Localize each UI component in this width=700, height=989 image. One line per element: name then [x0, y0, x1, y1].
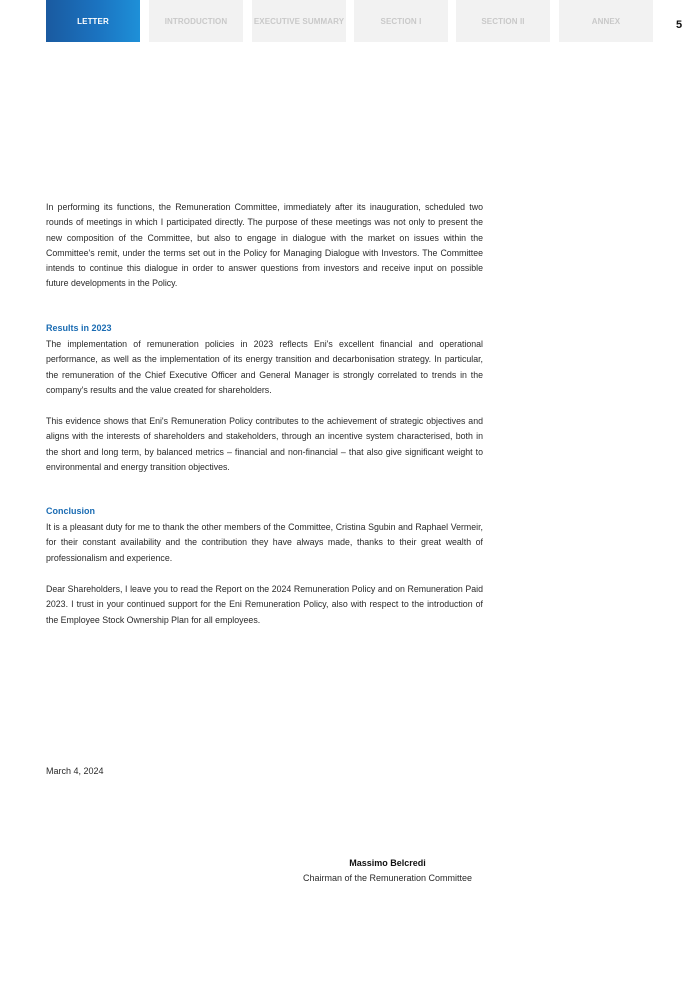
signatory-name: Massimo Belcredi — [349, 858, 426, 868]
letter-date: March 4, 2024 — [46, 766, 104, 776]
signatory-title: Chairman of the Remuneration Committee — [302, 873, 473, 883]
page-number: 5 — [675, 19, 683, 31]
tab-introduction[interactable]: INTRODUCTION — [149, 0, 243, 42]
results-paragraph-1: The implementation of remuneration policies in 2023 reflects Eni's excellent financial and operational performance, as well as the implementation of its energy transition and decarbonisation strategy. In particular, the remuneration of the Chief Executive Officer and General Manager is strongly correlated to trends in the company's results and the value created for shareholders. — [46, 339, 483, 395]
tab-executive-summary[interactable]: EXECUTIVE SUMMARY — [252, 0, 346, 42]
tab-annex[interactable]: ANNEX — [559, 0, 653, 42]
conclusion-paragraph-2: Dear Shareholders, I leave you to read the Report on the 2024 Remuneration Policy and on Remuneration Paid 2023. I trust in your continued support for the Eni Remuneration Policy, also with respect to the introduction of the Employee Stock Ownership Plan for all employees. — [46, 584, 483, 625]
tab-letter[interactable]: LETTER — [46, 0, 140, 42]
tab-section-i[interactable]: SECTION I — [354, 0, 448, 42]
results-paragraph-2: This evidence shows that Eni's Remuneration Policy contributes to the achievement of strategic objectives and aligns with the interests of shareholders and stakeholders, through an incentive system characterised, both in the short and long term, by balanced metrics – financial and non-financial – that also give significant weight to environmental and energy transition objectives. — [46, 416, 483, 472]
conclusion-paragraph-1: It is a pleasant duty for me to thank the other members of the Committee, Cristina Sgubin and Raphael Vermeir, for their constant availability and the contribution they have always made, thanks to their great wealth of professionalism and experience. — [46, 522, 483, 563]
signature-block — [290, 856, 485, 886]
results-heading: Results in 2023 — [46, 323, 112, 333]
conclusion-heading: Conclusion — [46, 506, 95, 516]
tab-section-ii[interactable]: SECTION II — [456, 0, 550, 42]
intro-paragraph: In performing its functions, the Remuneration Committee, immediately after its inauguration, scheduled two rounds of meetings in which I participated directly. The purpose of these meetings was not only to present the new composition of the Committee, but also to engage in dialogue with the market on issues within the Committee's remit, under the terms set out in the Policy for Managing Dialogue with Investors. The Committee intends to continue this dialogue in order to answer questions from investors and receive input on possible future developments in the Policy. — [46, 202, 483, 289]
section-nav — [0, 0, 700, 42]
